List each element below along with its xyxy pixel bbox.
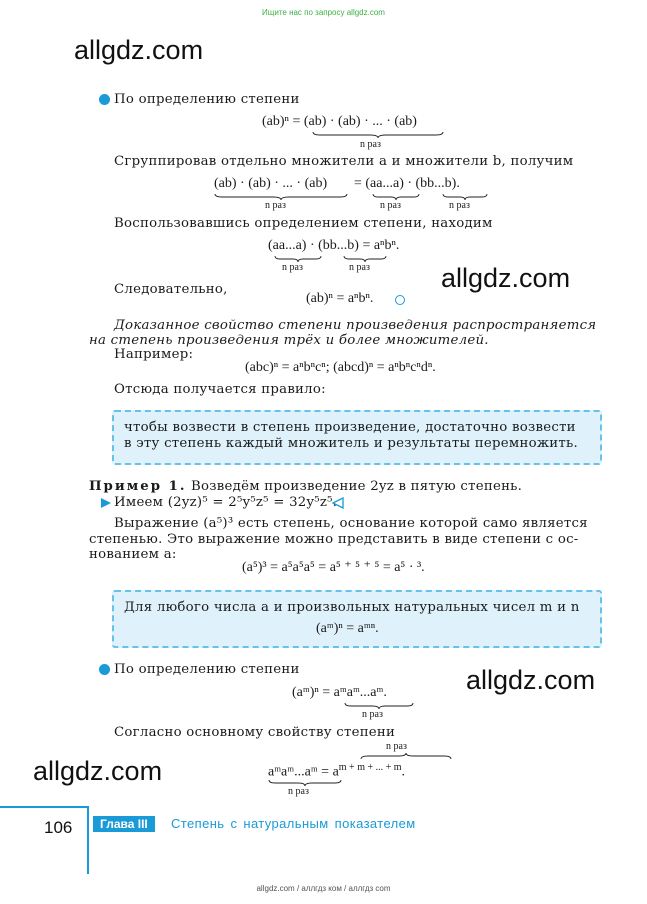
- chapter-label: Глава III: [93, 816, 155, 832]
- formula: (abc)ⁿ = aⁿbⁿcⁿ; (abcd)ⁿ = aⁿbⁿcⁿdⁿ.: [245, 360, 436, 375]
- formula: (ab)ⁿ = (ab) · (ab) · ... · (ab): [262, 114, 417, 129]
- footer-rule-vertical: [87, 806, 89, 874]
- formula-caption: n раз: [288, 786, 309, 797]
- filled-circle-icon: [99, 664, 110, 675]
- underbrace: [312, 131, 444, 139]
- paragraph: Воспользовавшись определением степени, находим: [114, 216, 493, 231]
- example-heading: Пример 1. Возведём произведение 2yz в пятую степень.: [89, 479, 523, 494]
- rule-text: в эту степень каждый множитель и результаты перемножить.: [124, 436, 578, 451]
- formula: (aa...a) · (bb...b) = aⁿbⁿ.: [268, 238, 400, 253]
- hollow-circle-icon: [395, 295, 405, 305]
- formula-caption: n раз: [360, 139, 381, 150]
- paragraph: По определению степени: [114, 662, 300, 677]
- example-solution: Имеем (2yz)⁵ = 2⁵y⁵z⁵ = 32y⁵z⁵.: [114, 495, 338, 510]
- formula-caption: n раз: [386, 741, 407, 752]
- formula-caption: n раз: [265, 200, 286, 211]
- paragraph: степенью. Это выражение можно представить в виде степени с ос-: [89, 532, 579, 547]
- formula: aᵐaᵐ...aᵐ = $a^{m + m + ... + m}$.: [268, 762, 406, 780]
- right-triangle-icon: [100, 497, 112, 509]
- watermark: allgdz.com: [441, 263, 571, 293]
- formula-caption: n раз: [380, 200, 401, 211]
- paragraph: Следовательно,: [114, 282, 228, 297]
- header-banner[interactable]: Ищите нас по запросу allgdz.com: [262, 8, 385, 17]
- paragraph: Доказанное свойство степени произведения распространяется: [114, 318, 597, 333]
- formula: (aᵐ)ⁿ = aᵐaᵐ...aᵐ.: [292, 685, 387, 700]
- paragraph: Согласно основному свойству степени: [114, 725, 396, 740]
- watermark: allgdz.com: [74, 35, 204, 65]
- paragraph: на степень произведения трёх и более множителей.: [89, 333, 489, 348]
- paragraph: Сгруппировав отдельно множители a и множители b, получим: [114, 154, 574, 169]
- left-triangle-outline-icon: [332, 497, 344, 509]
- footer-rule: [0, 806, 88, 808]
- paragraph: Отсюда получается правило:: [114, 382, 326, 397]
- formula-caption: n раз: [449, 200, 470, 211]
- watermark: allgdz.com: [466, 665, 596, 695]
- filled-circle-icon: [99, 94, 110, 105]
- formula: (ab)ⁿ = aⁿbⁿ.: [306, 291, 374, 306]
- watermark: allgdz.com: [33, 756, 163, 786]
- rule-text: чтобы возвести в степень произведение, достаточно возвести: [124, 420, 576, 435]
- page-number: 106: [44, 818, 73, 837]
- formula-caption: n раз: [349, 262, 370, 273]
- formula: (aᵐ)ⁿ = aᵐⁿ.: [316, 621, 379, 636]
- bottom-links[interactable]: allgdz.com / аллгдз ком / аллгдз com: [256, 884, 391, 893]
- paragraph: Например:: [114, 347, 194, 362]
- chapter-title: Степень с натуральным показателем: [171, 816, 416, 831]
- paragraph: Выражение (a⁵)³ есть степень, основание которой само является: [114, 516, 588, 531]
- paragraph: По определению степени: [114, 92, 300, 107]
- formula: = (aa...a) · (bb...b).: [354, 176, 460, 191]
- formula: (ab) · (ab) · ... · (ab): [214, 176, 328, 191]
- formula-caption: n раз: [282, 262, 303, 273]
- overbrace: [360, 752, 452, 760]
- rule-text: Для любого числа a и произвольных натуральных чисел m и n: [124, 600, 580, 615]
- formula: (a⁵)³ = a⁵a⁵a⁵ = a⁵ ⁺ ⁵ ⁺ ⁵ = a⁵ · ³.: [242, 560, 425, 575]
- paragraph: нованием a:: [89, 547, 177, 562]
- formula-caption: n раз: [362, 709, 383, 720]
